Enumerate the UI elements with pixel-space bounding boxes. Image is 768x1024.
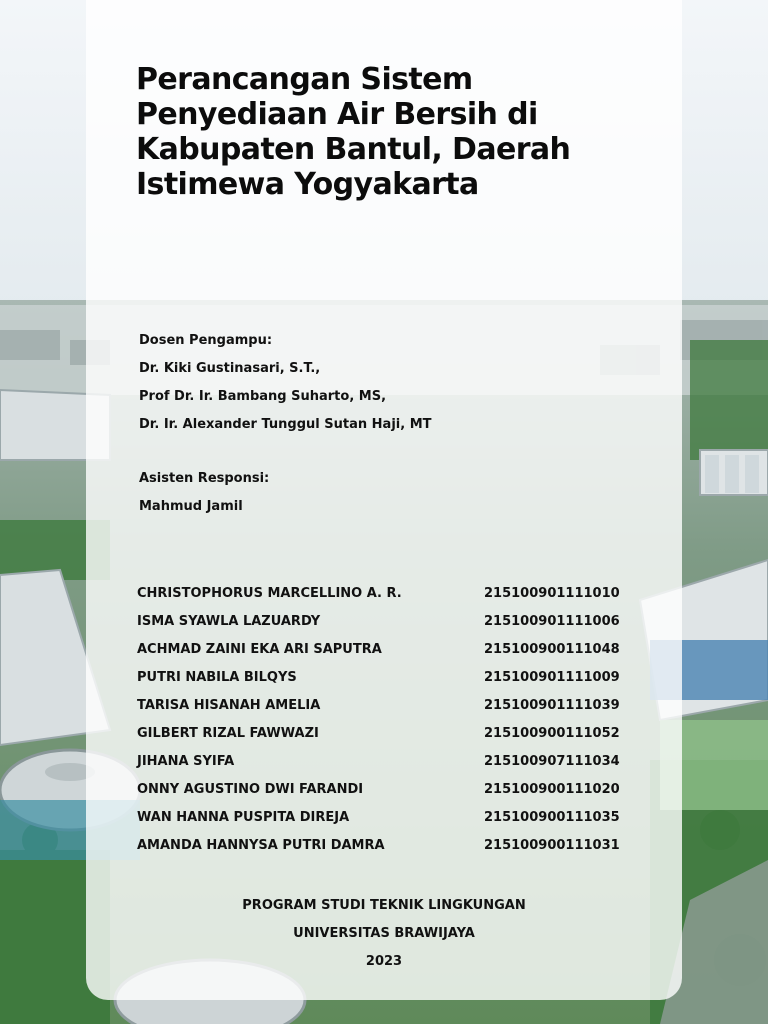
member-nim: 215100901111010 bbox=[484, 586, 620, 601]
member-nim: 215100901111009 bbox=[484, 670, 620, 685]
lecturers-section bbox=[139, 327, 432, 439]
member-row bbox=[137, 636, 637, 664]
member-row bbox=[137, 804, 637, 832]
member-row bbox=[137, 580, 637, 608]
lecturers-heading: Dosen Pengampu: bbox=[139, 333, 273, 348]
member-row bbox=[137, 832, 637, 860]
members-list bbox=[137, 580, 637, 860]
document-title: Perancangan Sistem Penyediaan Air Bersih di Kabupaten Bantul, Daerah Istimewa Yogyakarta bbox=[136, 62, 571, 202]
member-name: TARISA HISANAH AMELIA bbox=[137, 698, 321, 713]
institution-footer bbox=[86, 892, 682, 976]
assistant-heading: Asisten Responsi: bbox=[139, 471, 270, 486]
member-name: JIHANA SYIFA bbox=[137, 754, 235, 769]
member-name: PUTRI NABILA BILQYS bbox=[137, 670, 297, 685]
assistant-name: Mahmud Jamil bbox=[139, 499, 243, 514]
member-nim: 215100900111031 bbox=[484, 838, 620, 853]
lecturer-name: Prof Dr. Ir. Bambang Suharto, MS, bbox=[139, 389, 387, 404]
member-row bbox=[137, 720, 637, 748]
member-nim: 215100901111039 bbox=[484, 698, 620, 713]
year: 2023 bbox=[365, 954, 403, 969]
member-row bbox=[137, 748, 637, 776]
member-row bbox=[137, 664, 637, 692]
member-name: AMANDA HANNYSA PUTRI DAMRA bbox=[137, 838, 385, 853]
lecturer-name: Dr. Kiki Gustinasari, S.T., bbox=[139, 361, 321, 376]
member-name: CHRISTOPHORUS MARCELLINO A. R. bbox=[137, 586, 402, 601]
member-nim: 215100900111035 bbox=[484, 810, 620, 825]
member-name: ONNY AGUSTINO DWI FARANDI bbox=[137, 782, 364, 797]
member-name: GILBERT RIZAL FAWWAZI bbox=[137, 726, 319, 741]
lecturer-name: Dr. Ir. Alexander Tunggul Sutan Haji, MT bbox=[139, 417, 432, 432]
member-name: ISMA SYAWLA LAZUARDY bbox=[137, 614, 321, 629]
member-row bbox=[137, 776, 637, 804]
member-name: ACHMAD ZAINI EKA ARI SAPUTRA bbox=[137, 642, 382, 657]
member-name: WAN HANNA PUSPITA DIREJA bbox=[137, 810, 350, 825]
assistant-section bbox=[139, 465, 269, 521]
member-nim: 215100907111034 bbox=[484, 754, 620, 769]
member-row bbox=[137, 692, 637, 720]
member-nim: 215100900111020 bbox=[484, 782, 620, 797]
member-nim: 215100900111048 bbox=[484, 642, 620, 657]
university-name: UNIVERSITAS BRAWIJAYA bbox=[293, 926, 475, 941]
program-name: PROGRAM STUDI TEKNIK LINGKUNGAN bbox=[242, 898, 526, 913]
member-nim: 215100901111006 bbox=[484, 614, 620, 629]
member-nim: 215100900111052 bbox=[484, 726, 620, 741]
member-row bbox=[137, 608, 637, 636]
